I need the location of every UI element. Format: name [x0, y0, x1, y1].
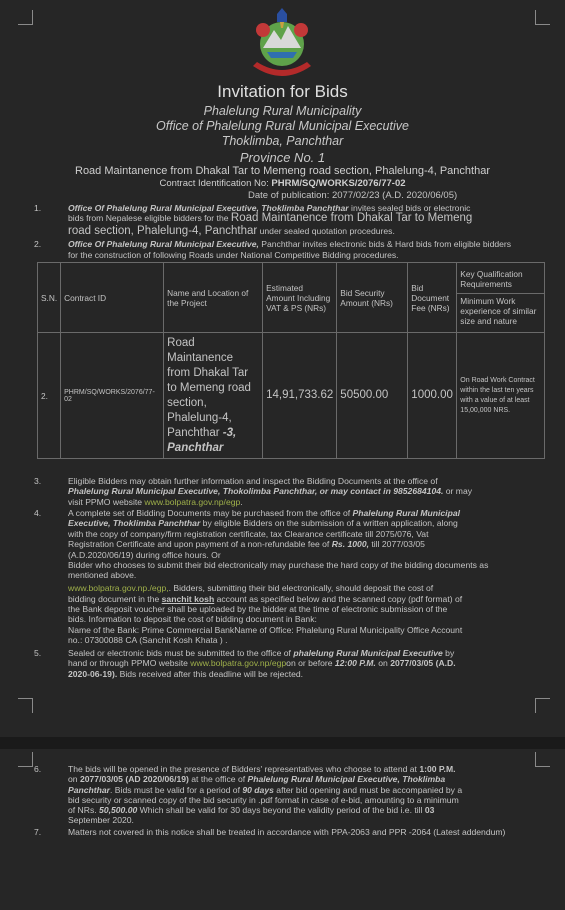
para4-line10: the Bank deposit voucher shall be uploaded by the bidder at the time of electronic submission of the — [68, 604, 448, 614]
item-number: 4. — [34, 508, 42, 518]
bid-table — [37, 262, 545, 459]
para4-line6: Bidder who chooses to submit their bid electronically may purchase the hard copy of the bidding documents as — [68, 560, 489, 570]
header-contract-id: Contract ID — [61, 263, 164, 333]
crop-mark-icon — [535, 698, 550, 713]
item-number: 1. — [34, 203, 42, 213]
cell-sn: 2. — [38, 333, 61, 459]
para4-line4: Registration Certificate and upon payment of a non-refundable fee of Rs. 1000, till 2077/03/05 — [68, 539, 425, 549]
municipality-name: Phalelung Rural Municipality — [203, 104, 362, 118]
para4-line9: bidding document in the sanchit kosh account as specified below and the scanned copy (pdf format) of — [68, 594, 463, 604]
para6-line4: bid security or scanned copy of the bid security in .pdf format in case of e-bid, amounting to a minimum — [68, 795, 459, 805]
para6-line1: The bids will be opened in the presence of Bidders' representatives who choose to attend at 1:00 P.M. — [68, 764, 456, 774]
table-header-row — [38, 263, 545, 333]
crop-mark-icon — [18, 752, 33, 767]
para1-line2: bids from Nepalese eligible bidders for the Road Maintanence from Dhakal Tar to Memeng — [68, 212, 473, 224]
ppmo-link[interactable]: www.bolpatra.gov.np/egp — [144, 497, 241, 507]
cell-amount: 14,91,733.62 — [263, 333, 337, 459]
crop-mark-icon — [535, 752, 550, 767]
office-name: Office of Phalelung Rural Municipal Executive — [156, 119, 409, 133]
header-key-qualification: Key Qualification Requirements — [457, 267, 544, 294]
province-name: Province No. 1 — [239, 150, 326, 165]
para4-line8: www.bolpatra.gov.np./egp,. Bidders, submitting their bid electronically, should deposit the cost of — [68, 583, 434, 593]
para7-text: Matters not covered in this notice shall be treated in accordance with PPA-2063 and PPR -2064 (Latest addendum) — [68, 827, 506, 837]
para4-line3: with the copy of company/firm registration certificate, tax Clearance certificate till 2075/076, Vat — [68, 529, 429, 539]
header-amount: Estimated Amount Including VAT & PS (NRs) — [263, 263, 337, 333]
office-location: Thoklimba, Panchthar — [221, 134, 344, 148]
table-row — [38, 333, 545, 459]
para5-line2: hand or through PPMO website www.bolpatra.gov.np/egpon or before 12:00 P.M. on 2077/03/05 (A.D. — [68, 658, 456, 668]
item-number: 2. — [34, 239, 42, 249]
para4-line12: Name of the Bank: Prime Commercial BankName of Office: Phalelung Rural Municipality Office Account — [68, 625, 463, 635]
para2-line1: Office Of Phalelung Rural Municipal Executive, Panchthar invites electronic bids & Hard bids from eligible bidders — [68, 239, 512, 249]
cell-experience: On Road Work Contract within the last ten years with a value of at least 15,00,000 NRS. — [457, 333, 545, 459]
para6-line5: of NRs. 50,500.00 Which shall be valid for 30 days beyond the validity period of the bid i.e. till 03 — [68, 805, 435, 815]
para5-line1: Sealed or electronic bids must be submitted to the office of phalelung Rural Municipal Executive by — [68, 648, 455, 658]
crop-mark-icon — [18, 698, 33, 713]
header-project: Name and Location of the Project — [164, 263, 263, 333]
item-number: 3. — [34, 476, 42, 486]
para3-line3: visit PPMO website www.bolpatra.gov.np/egp. — [68, 497, 243, 507]
cell-fee: 1000.00 — [408, 333, 457, 459]
cell-project: Road Maintanence from Dhakal Tar to Memeng road section, Phalelung-4, Panchthar -3, Panchthar — [164, 333, 263, 459]
item-number: 6. — [34, 764, 42, 774]
nepal-emblem-icon — [243, 6, 321, 80]
para4-line5: (A.D.2020/06/19) during office hours. Or — [68, 550, 221, 560]
crop-mark-icon — [18, 10, 33, 25]
para3-line2: Phalelung Rural Municipal Executive, Thokolimba Panchthar, or may contact in 9852684104. or may — [68, 486, 473, 496]
crop-mark-icon — [535, 10, 550, 25]
para1-line3: road section, Phalelung-4, Panchthar under sealed quotation procedures. — [68, 225, 395, 237]
para4-line13: no.: 07300088 CA (Sanchit Kosh Khata ) . — [68, 635, 228, 645]
para4-line7: mentioned above. — [68, 570, 137, 580]
para4-line11: bids. Information to deposit the cost of bidding document in Bank: — [68, 614, 317, 624]
header-sn: S.N. — [38, 263, 61, 333]
para2-line2: for the construction of following Roads under National Competitive Bidding procedures. — [68, 250, 399, 260]
contract-identification: Contract Identification No: PHRM/SQ/WORKS/2076/77-02 — [159, 178, 406, 189]
para6-line2: on 2077/03/05 (AD 2020/06/19) at the office of Phalelung Rural Municipal Executive, Thoklimba — [68, 774, 446, 784]
cell-security: 50500.00 — [337, 333, 408, 459]
header-min-experience: Minimum Work experience of similar size and nature — [460, 296, 537, 326]
document-title: Invitation for Bids — [217, 82, 348, 101]
para1-line1: Office Of Phalelung Rural Municipal Executive, Thoklimba Panchthar invites sealed bids or electronic — [68, 203, 471, 213]
item-number: 5. — [34, 648, 42, 658]
publication-date: Date of publication: 2077/02/23 (A.D. 2020/06/05) — [248, 190, 458, 201]
header-fee: Bid Document Fee (NRs) — [408, 263, 457, 333]
page-separator — [0, 737, 565, 749]
para6-line3: Panchthar. Bids must be valid for a period of 90 days after bid opening and must be accompanied by a — [68, 785, 463, 795]
header-qualification — [457, 263, 545, 333]
project-heading: Road Maintanence from Dhakal Tar to Memeng road section, Phalelung-4, Panchthar — [75, 165, 490, 177]
item-number: 7. — [34, 827, 42, 837]
para4-line1: A complete set of Bidding Documents may be purchased from the office of Phalelung Rural Municipal — [68, 508, 460, 518]
ppmo-egp-link[interactable]: www.bolpatra.gov.np/egp — [190, 658, 287, 668]
bolpatra-link[interactable]: www.bolpatra.gov.np./egp, — [68, 583, 169, 593]
cell-contract-id: PHRM/SQ/WORKS/2076/77-02 — [61, 333, 164, 459]
para5-line3: 2020-06-19). Bids received after this deadline will be rejected. — [68, 669, 304, 679]
para6-line6: September 2020. — [68, 815, 134, 825]
para4-line2: Executive, Thoklimba Panchthar by eligible Bidders on the submission of a written application, along — [68, 518, 458, 528]
header-security: Bid Security Amount (NRs) — [337, 263, 408, 333]
para3-line1: Eligible Bidders may obtain further information and inspect the Bidding Documents at the office of — [68, 476, 438, 486]
